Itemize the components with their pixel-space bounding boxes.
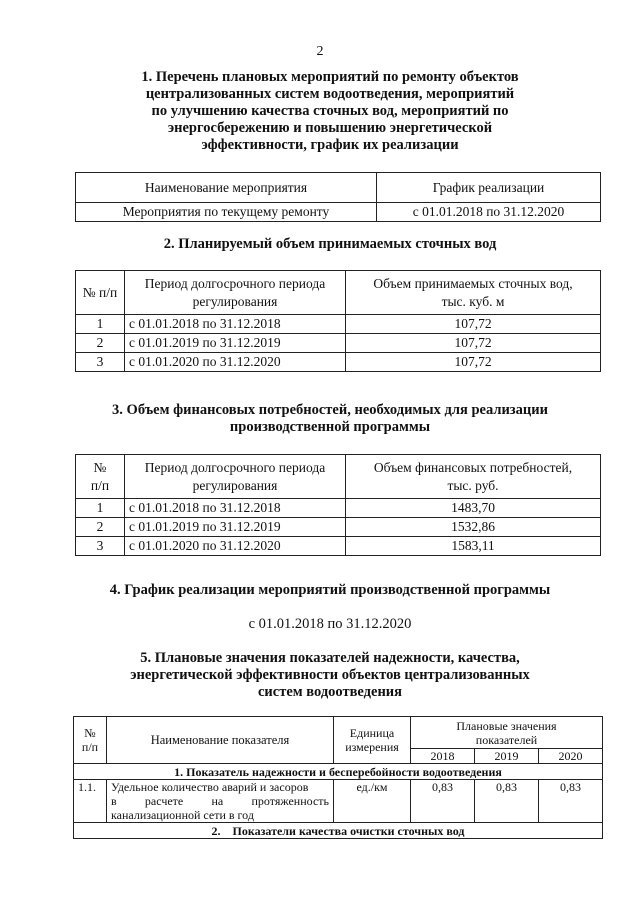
table-header: № п/п [76, 271, 125, 315]
table-cell: с 01.01.2018 по 31.12.2020 [377, 203, 601, 222]
table-cell: с 01.01.2020 по 31.12.2020 [125, 353, 346, 372]
table-row [76, 499, 601, 518]
section2-table [75, 270, 601, 372]
group-header: 1. Показатель надежности и бесперебойности водоотведения [74, 764, 603, 780]
section5-table [73, 716, 603, 839]
indicator-name-line: канализационной сети в год [111, 808, 254, 822]
header-line: тыс. руб. [447, 477, 499, 493]
section3-title [60, 402, 600, 436]
header-line: тыс. куб. м [441, 293, 505, 309]
table-cell: 0,83 [411, 780, 475, 823]
table-header [334, 717, 411, 764]
indicator-name-word: расчете [144, 794, 184, 808]
table-cell: 1.1. [74, 780, 107, 823]
section5-title [60, 650, 600, 701]
table-row [76, 537, 601, 556]
header-line: Плановые значения [456, 718, 557, 733]
table-cell: с 01.01.2020 по 31.12.2020 [125, 537, 346, 556]
table-header: Наименование мероприятия [76, 173, 377, 203]
section3-title-line: производственной программы [229, 419, 431, 435]
table-row [76, 518, 601, 537]
table-row [76, 315, 601, 334]
table-cell: 1483,70 [346, 499, 601, 518]
table-cell: с 01.01.2019 по 31.12.2019 [125, 334, 346, 353]
table-cell: ед./км [334, 780, 411, 823]
section2-title: 2. Планируемый объем принимаемых сточных вод [163, 236, 497, 252]
header-line: п/п [90, 477, 110, 493]
table-cell [107, 780, 334, 823]
table-cell: с 01.01.2019 по 31.12.2019 [125, 518, 346, 537]
indicator-name-word: протяженность [251, 794, 329, 808]
section5-title-line: 5. Плановые значения показателей надежности, качества, [140, 650, 520, 666]
table-cell: 1583,11 [346, 537, 601, 556]
indicator-name-line [111, 794, 329, 808]
table-header [76, 455, 125, 499]
header-line: Период долгосрочного периода [144, 275, 326, 291]
indicator-name-word: на [211, 794, 224, 808]
header-line: № [93, 459, 107, 475]
table-header: График реализации [377, 173, 601, 203]
section5-title-line: систем водоотведения [257, 684, 403, 700]
table-cell: 1 [76, 499, 125, 518]
header-line: регулирования [192, 293, 278, 309]
header-line: Период долгосрочного периода [144, 459, 326, 475]
table-header [125, 455, 346, 499]
section1-table [75, 172, 601, 222]
year-header: 2020 [538, 749, 602, 764]
section4-period: с 01.01.2018 по 31.12.2020 [248, 616, 412, 632]
group-header: 2. Показатели качества очистки сточных вод [74, 823, 603, 839]
table-header [346, 271, 601, 315]
section3-table [75, 454, 601, 556]
header-line: № [84, 726, 96, 740]
section1-title-line: эффективности, график их реализации [201, 137, 459, 153]
header-line: показателей [475, 732, 538, 747]
section1-title-line: энергосбережению и повышению энергетической [167, 120, 493, 136]
year-header: 2018 [411, 749, 475, 764]
page-number: 2 [316, 44, 324, 59]
header-line: регулирования [192, 477, 278, 493]
table-header [346, 455, 601, 499]
table-cell: 3 [76, 537, 125, 556]
table-row [76, 334, 601, 353]
table-header [74, 717, 107, 764]
table-cell: 1 [76, 315, 125, 334]
table-cell: 107,72 [346, 353, 601, 372]
section5-title-line: энергетической эффективности объектов централизованных [130, 667, 530, 683]
table-cell: 107,72 [346, 334, 601, 353]
header-line: измерения [345, 740, 399, 754]
header-line: Единица [349, 726, 395, 740]
header-line: Объем финансовых потребностей, [373, 459, 573, 475]
table-cell: с 01.01.2018 по 31.12.2018 [125, 315, 346, 334]
table-header [125, 271, 346, 315]
table-cell: 107,72 [346, 315, 601, 334]
indicator-name-line: Удельное количество аварий и засоров [111, 780, 309, 794]
table-cell: 2 [76, 518, 125, 537]
table-cell: 0,83 [474, 780, 538, 823]
section1-title [60, 69, 600, 154]
table-header: Наименование показателя [107, 717, 334, 764]
table-cell: Мероприятия по текущему ремонту [76, 203, 377, 222]
table-cell: 2 [76, 334, 125, 353]
table-row [74, 780, 603, 823]
table-cell: 3 [76, 353, 125, 372]
year-header: 2019 [474, 749, 538, 764]
table-cell: 1532,86 [346, 518, 601, 537]
indicator-name-word: в [111, 794, 117, 808]
header-line: Объем принимаемых сточных вод, [373, 275, 573, 291]
header-line: п/п [81, 740, 99, 754]
section3-title-line: 3. Объем финансовых потребностей, необходимых для реализации [112, 402, 548, 418]
table-cell: 0,83 [538, 780, 602, 823]
section1-title-line: 1. Перечень плановых мероприятий по ремонту объектов [141, 69, 519, 85]
section1-title-line: централизованных систем водоотведения, мероприятий [145, 86, 515, 102]
table-header [411, 717, 603, 749]
table-row [76, 353, 601, 372]
section1-title-line: по улучшению качества сточных вод, мероприятий по [151, 103, 509, 119]
table-cell: с 01.01.2018 по 31.12.2018 [125, 499, 346, 518]
section4-title: 4. График реализации мероприятий производственной программы [109, 582, 551, 598]
